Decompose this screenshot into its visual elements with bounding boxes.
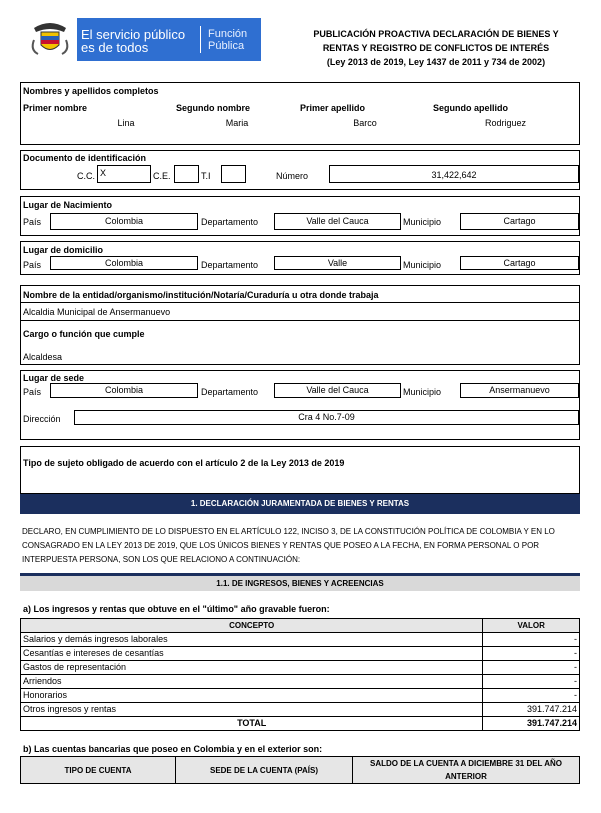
income-concept: Salarios y demás ingresos laborales: [21, 633, 483, 647]
residence-city-field[interactable]: Cartago: [460, 256, 579, 270]
cc-field[interactable]: X: [97, 165, 151, 183]
residence-country-label: País: [23, 260, 42, 270]
col-account-type-header: TIPO DE CUENTA: [21, 757, 176, 784]
seat-country-field[interactable]: Colombia: [50, 383, 198, 398]
income-table: [20, 618, 580, 731]
residence-title: Lugar de domicilio: [23, 245, 104, 255]
seat-dept-label: Departamento: [201, 387, 259, 397]
cc-label: C.C.: [77, 171, 95, 181]
residence-dept-label: Departamento: [201, 260, 259, 270]
accounts-header-row: [21, 757, 580, 784]
logo-brand: Función Pública: [208, 28, 248, 52]
logo-slogan: El servicio público es de todos: [81, 27, 186, 55]
income-header-row: [21, 619, 580, 633]
income-assets-band: 1.1. DE INGRESOS, BIENES Y ACREENCIAS: [20, 576, 580, 591]
birth-city-field[interactable]: Cartago: [460, 213, 579, 230]
income-concept: Gastos de representación: [21, 661, 483, 675]
first-name-label: Primer nombre: [23, 103, 88, 113]
second-surname-value: Rodriguez: [484, 118, 527, 128]
id-number-field[interactable]: 31,422,642: [329, 165, 579, 183]
table-row: [21, 661, 580, 675]
residence-dept-field[interactable]: Valle: [274, 256, 401, 270]
income-value: 391.747.214: [483, 703, 580, 717]
birth-dept-field[interactable]: Valle del Cauca: [274, 213, 401, 230]
number-label: Número: [276, 171, 309, 181]
first-surname-label: Primer apellido: [300, 103, 366, 113]
coat-of-arms-icon: [24, 18, 77, 61]
income-title: a) Los ingresos y rentas que obtuve en el "último" año gravable fueron:: [23, 604, 330, 614]
income-value: -: [483, 633, 580, 647]
ti-label: T.I: [201, 171, 211, 181]
residence-country-field[interactable]: Colombia: [50, 256, 198, 270]
role-title: Cargo o función que cumple: [23, 329, 145, 339]
seat-city-field[interactable]: Ansermanuevo: [460, 383, 579, 398]
col-value-header: VALOR: [483, 619, 580, 633]
second-name-value: Maria: [225, 118, 249, 128]
birth-city-label: Municipio: [403, 217, 442, 227]
second-surname-label: Segundo apellido: [433, 103, 509, 113]
income-value: -: [483, 675, 580, 689]
col-concept-header: CONCEPTO: [21, 619, 483, 633]
entity-title: Nombre de la entidad/organismo/institución/Notaría/Curaduría u otra donde trabaja: [23, 290, 379, 300]
income-concept: Otros ingresos y rentas: [21, 703, 483, 717]
income-concept: Honorarios: [21, 689, 483, 703]
seat-city-label: Municipio: [403, 387, 442, 397]
income-value: -: [483, 661, 580, 675]
residence-city-label: Municipio: [403, 260, 442, 270]
seat-section: [20, 370, 580, 440]
address-field[interactable]: Cra 4 No.7-09: [74, 410, 579, 425]
col-balance-header: SALDO DE LA CUENTA A DICIEMBRE 31 DEL AÑO ANTERIOR: [353, 757, 580, 784]
names-section-title: Nombres y apellidos completos: [23, 86, 159, 96]
ce-label: C.E.: [153, 171, 171, 181]
col-account-seat-header: SEDE DE LA CUENTA (PAÍS): [176, 757, 353, 784]
income-total-label: TOTAL: [21, 717, 483, 731]
birth-country-label: País: [23, 217, 42, 227]
table-row: [21, 675, 580, 689]
role-value: Alcaldesa: [23, 352, 63, 362]
table-row: [21, 703, 580, 717]
declaration-text: DECLARO, EN CUMPLIMIENTO DE LO DISPUESTO EN EL ARTÍCULO 122, INCISO 3, DE LA CONSTITUCIÓN POLÍTICA DE COLOMBIA Y EN LO CONSAGRADO EN LA LEY 2013 DE 2019, QUE LOS ÚNICOS BIENES Y RENTAS QUE POSEO A LA FECHA, EN FORMA PERSONAL O POR INTERPUESTA PERSONA, SON LOS QUE RELACIONO A CONTINUACIÓN:: [22, 527, 555, 564]
seat-title: Lugar de sede: [23, 373, 85, 383]
income-total-value: 391.747.214: [483, 717, 580, 731]
income-concept: Arriendos: [21, 675, 483, 689]
declaration-band: 1. DECLARACIÓN JURAMENTADA DE BIENES Y RENTAS: [20, 494, 580, 514]
accounts-table: [20, 756, 580, 784]
second-name-label: Segundo nombre: [176, 103, 250, 113]
subject-type-section: [20, 446, 580, 494]
header-logo: [24, 18, 261, 61]
first-surname-value: Barco: [353, 118, 377, 128]
document-title: PUBLICACIÓN PROACTIVA DECLARACIÓN DE BIENES Y RENTAS Y REGISTRO DE CONFLICTOS DE INTERÉS (Ley 2013 de 2019, Ley 1437 de 2011 y 734 de 2002): [313, 29, 559, 67]
table-row: [21, 689, 580, 703]
income-concept: Cesantías e intereses de cesantías: [21, 647, 483, 661]
income-value: -: [483, 689, 580, 703]
income-total-row: [21, 717, 580, 731]
income-value: -: [483, 647, 580, 661]
logo-separator: [200, 26, 201, 53]
id-document-title: Documento de identificación: [23, 153, 147, 163]
address-label: Dirección: [23, 414, 61, 424]
first-name-value: Lina: [117, 118, 135, 128]
accounts-title: b) Las cuentas bancarias que poseo en Colombia y en el exterior son:: [23, 744, 323, 754]
birth-place-title: Lugar de Nacimiento: [23, 200, 113, 210]
entity-value: Alcaldia Municipal de Ansermanuevo: [23, 307, 171, 317]
subject-type-label: Tipo de sujeto obligado de acuerdo con el artículo 2 de la Ley 2013 de 2019: [23, 458, 345, 468]
birth-country-field[interactable]: Colombia: [50, 213, 198, 230]
seat-country-label: País: [23, 387, 42, 397]
ce-field[interactable]: [174, 165, 199, 183]
seat-dept-field[interactable]: Valle del Cauca: [274, 383, 401, 398]
ti-field[interactable]: [221, 165, 246, 183]
table-row: [21, 633, 580, 647]
table-row: [21, 647, 580, 661]
birth-dept-label: Departamento: [201, 217, 259, 227]
